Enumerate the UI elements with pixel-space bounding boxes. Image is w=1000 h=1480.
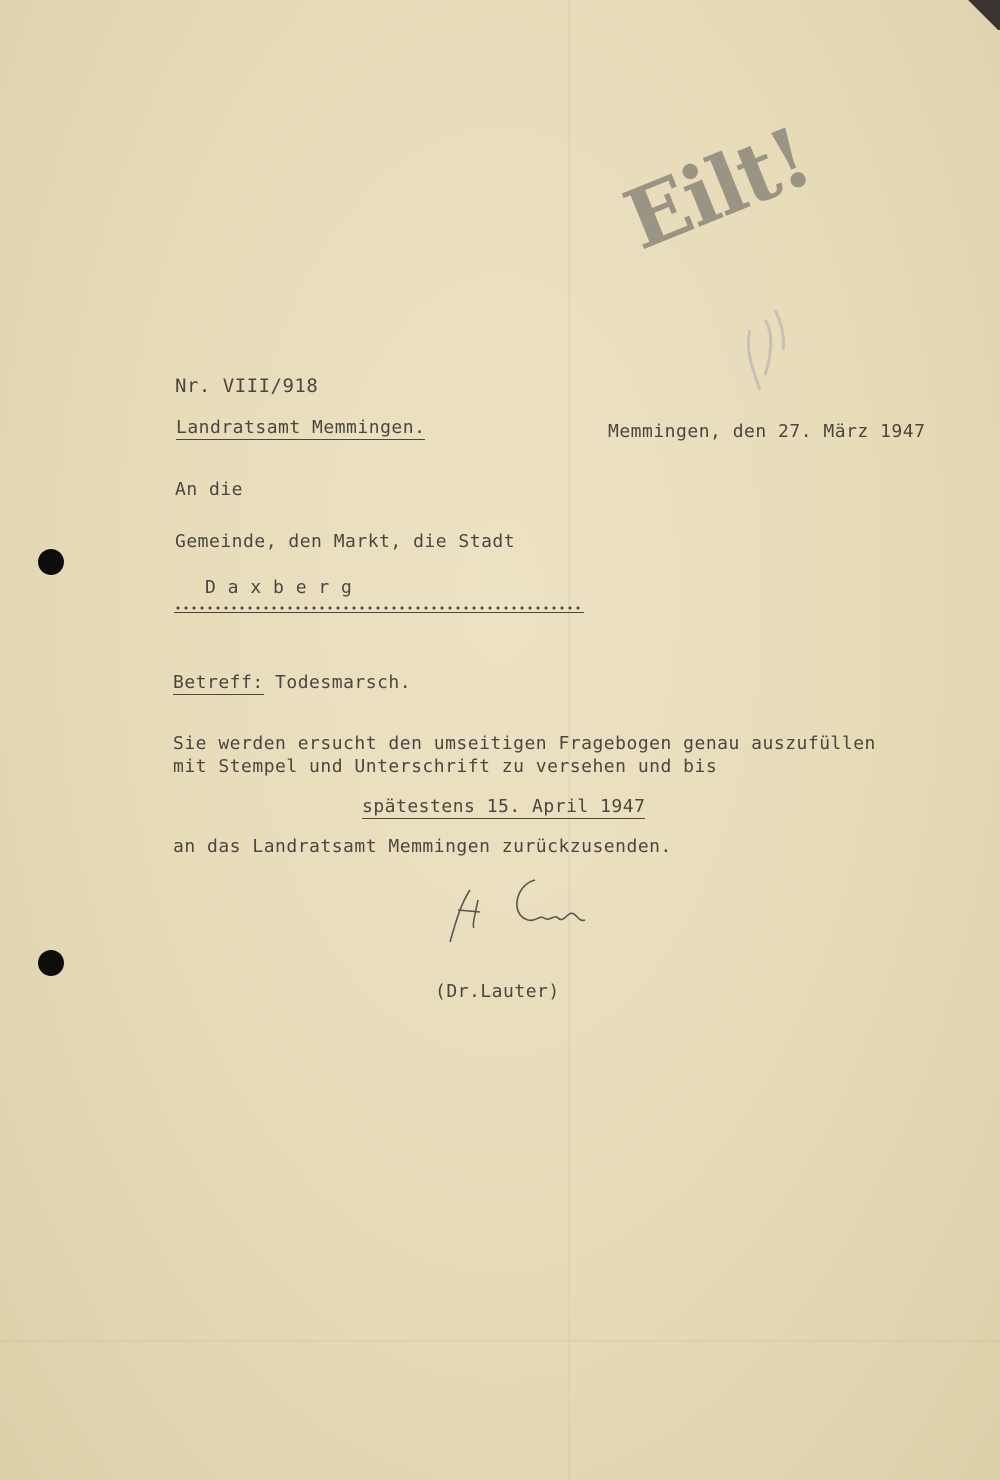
recipient-type: Gemeinde, den Markt, die Stadt xyxy=(175,531,516,552)
recipient-dotted-line xyxy=(174,604,584,613)
subject-value: Todesmarsch. xyxy=(275,672,412,693)
subject-label: Betreff: xyxy=(173,672,264,693)
body-line-2: mit Stempel und Unterschrift zu versehen und bis xyxy=(173,756,718,777)
signatory-name: (Dr.Lauter) xyxy=(435,981,560,1002)
deadline: spätestens 15. April 1947 xyxy=(362,796,646,817)
handwritten-initials xyxy=(735,290,795,400)
subject-line xyxy=(173,672,411,693)
handwritten-signature xyxy=(440,870,600,950)
authority-name: Landratsamt Memmingen. xyxy=(176,417,426,438)
body-line-1: Sie werden ersucht den umseitigen Fragebogen genau auszufüllen xyxy=(173,733,876,754)
page-corner-shadow xyxy=(960,0,1000,30)
body-line-3: an das Landratsamt Memmingen zurückzusenden. xyxy=(173,836,672,857)
punch-hole-upper xyxy=(38,549,64,575)
place-date: Memmingen, den 27. März 1947 xyxy=(608,421,926,442)
recipient-name: D a x b e r g xyxy=(205,577,353,598)
reference-number: Nr. VIII/918 xyxy=(175,375,319,397)
paper-fold-horizontal xyxy=(0,1340,1000,1342)
eilt-stamp: Eilt! xyxy=(612,109,823,270)
recipient-salutation: An die xyxy=(175,479,244,500)
punch-hole-lower xyxy=(38,950,64,976)
